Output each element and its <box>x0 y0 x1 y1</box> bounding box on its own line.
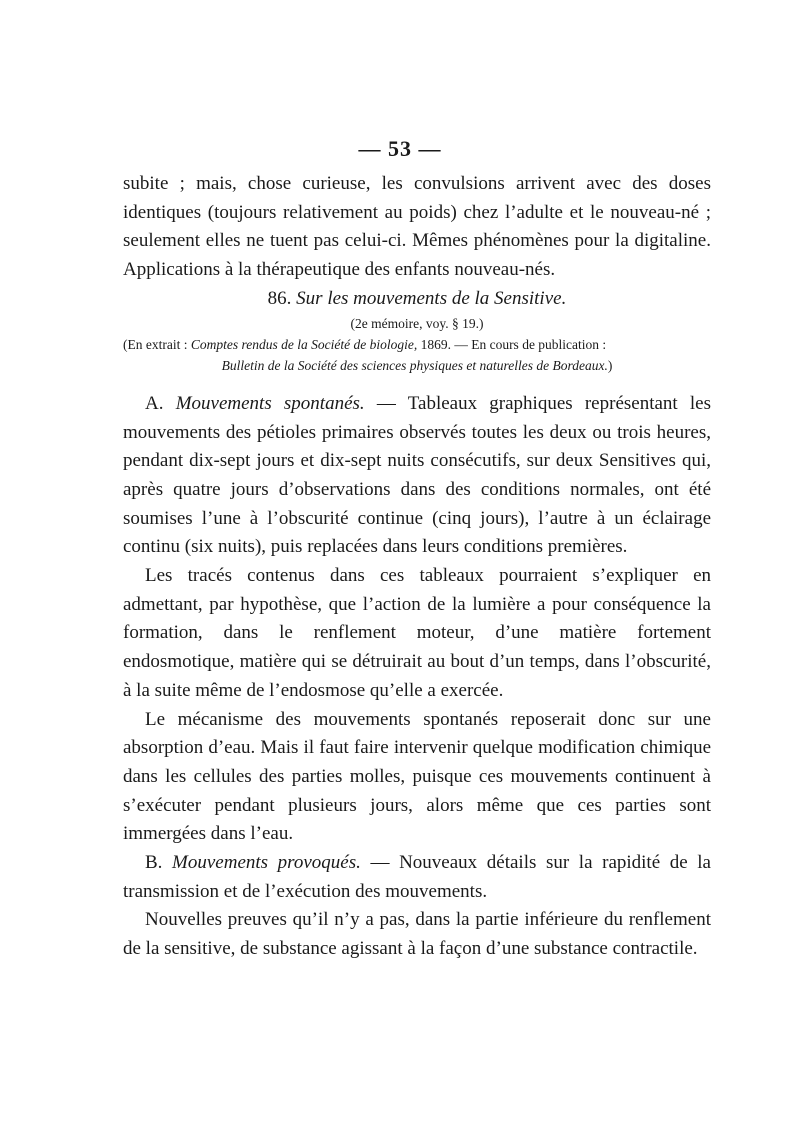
paragraph-b-label: B. <box>145 852 163 874</box>
intro-paragraph: subite ; mais, chose curieuse, les convulsions arrivent avec des doses identiques (toujours relativement au poids) chez l’adulte et le nouveau-né ; seulement elles ne tuent pas celui-ci. Mêmes phénomènes pour la digitaline. Applications à la thérapeutique des enfants nouveau-nés. <box>123 173 711 281</box>
extract-note <box>123 334 711 376</box>
extract-close: ) <box>607 357 613 373</box>
section-number: 86. <box>267 287 292 309</box>
extract-year: 1869. — En cours de publication : <box>420 336 607 352</box>
paragraph-b-text: — Nouveaux détails sur la rapidité de la transmission et de l’exécution des mouvements. <box>123 852 711 902</box>
memoire-reference: (2e mémoire, voy. § 19.) <box>350 315 484 331</box>
extract-source: Comptes rendus de la Société de biologie, <box>190 336 418 352</box>
paragraph-a <box>123 390 711 562</box>
paragraph-a-text: — Tableaux graphiques représentant les mouvements des pétioles primaires observés toutes les deux ou trois heures, pendant dix-sept jours et dix-sept nuits consécutifs, sur deux Sensitives qui, après quatre jours d’observations dans des conditions normales, ont été soumises l’une à l’obscurité continue (cinq jours), l’autre à un éclairage continu (six nuits), puis replacées dans leurs conditions premières. <box>123 392 712 558</box>
paragraph-mecanisme: Le mécanisme des mouvements spontanés reposerait donc sur une absorption d’eau. Mais il faut faire intervenir quelque modification chimique dans les cellules des parties molles, puisque ces mouvements continuent à s’exécuter pendant plusieurs jours, alors même que ces parties sont immergées dans l’eau. <box>123 708 711 845</box>
paragraph-b <box>123 849 711 906</box>
extract-bulletin-line <box>123 355 711 376</box>
paragraph-traces: Les tracés contenus dans ces tableaux pourraient s’expliquer en admettant, par hypothèse, que l’action de la lumière a pour conséquence la formation, dans le renflement moteur, d’une matière fortement endosmotique, matière qui se détruirait au bout d’un temps, dans l’obscurité, à la suite même de l’endosmose qu’elle a exercée. <box>123 565 711 701</box>
paragraph-a-title: Mouvements spontanés. <box>175 392 365 414</box>
section-heading <box>123 285 711 313</box>
paragraph-preuves: Nouvelles preuves qu’il n’y a pas, dans la partie inférieure du renflement de la sensitive, de substance agissant à la façon d’une substance contractile. <box>123 909 711 960</box>
extract-prefix: (En extrait : <box>123 336 188 352</box>
section-title: Sur les mouvements de la Sensitive. <box>296 287 567 309</box>
extract-bulletin: Bulletin de la Société des sciences physiques et naturelles de Bordeaux. <box>221 357 608 373</box>
paragraph-a-label: A. <box>145 392 164 414</box>
paragraph-b-title: Mouvements provoqués. <box>172 852 361 874</box>
page-number: — 53 — <box>358 136 442 161</box>
body-text <box>123 170 711 964</box>
